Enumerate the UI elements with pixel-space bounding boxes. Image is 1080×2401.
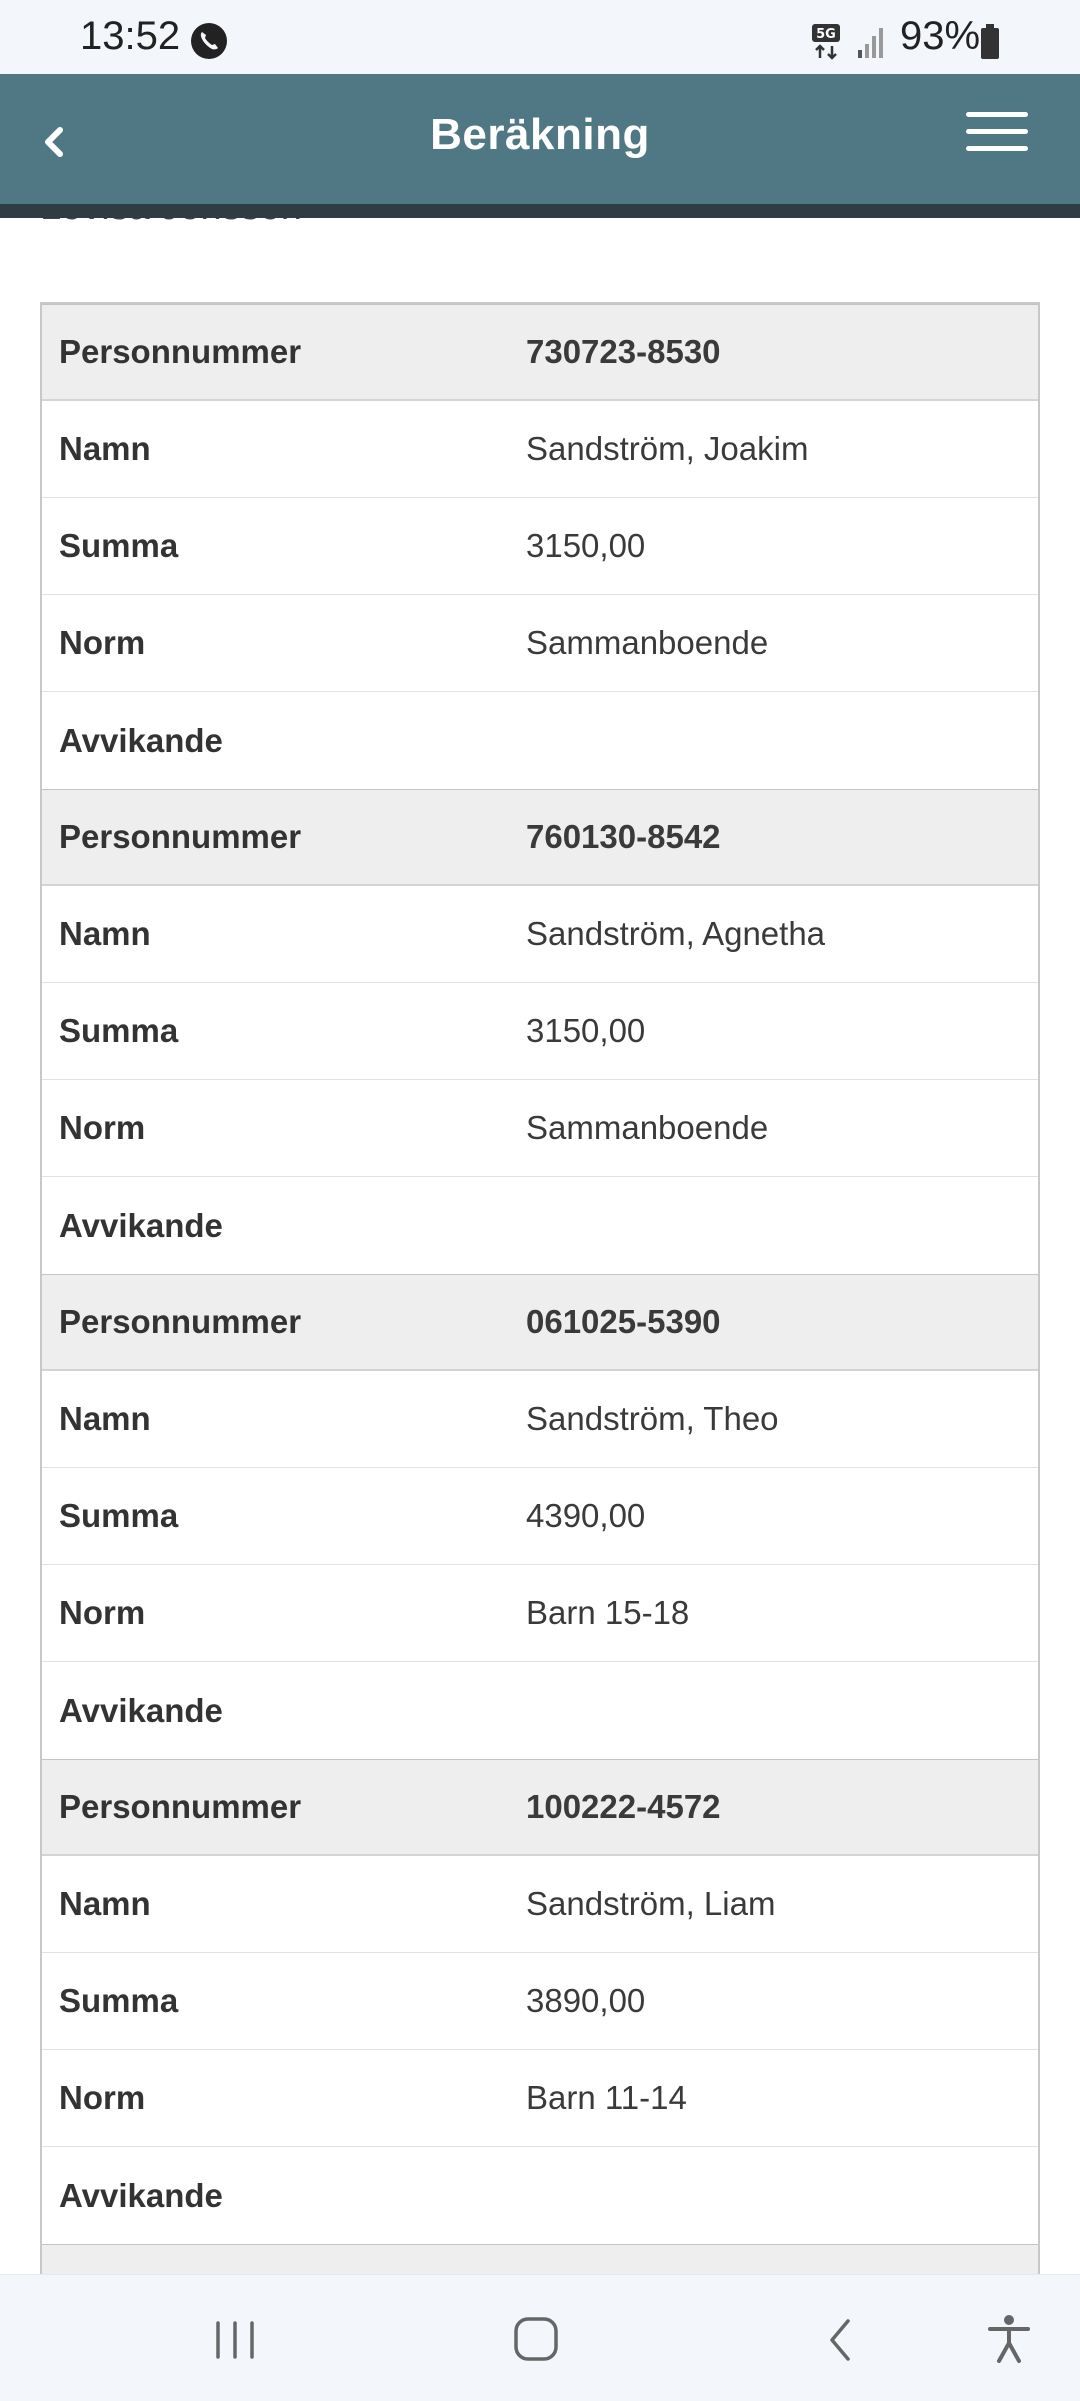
table-row <box>42 1953 1038 2050</box>
row-value: 4390,00 <box>526 1497 646 1534</box>
table-row <box>42 692 1038 789</box>
table-row <box>42 401 1038 498</box>
row-label: Namn <box>59 915 151 952</box>
row-label: Norm <box>59 1594 146 1631</box>
signal-icon <box>856 24 886 60</box>
svg-text:5G: 5G <box>816 27 836 42</box>
row-value: 3150,00 <box>526 1012 646 1049</box>
table-row <box>42 789 1038 886</box>
hamburger-menu-icon[interactable] <box>966 112 1028 166</box>
table-row <box>42 1371 1038 1468</box>
battery-icon <box>980 24 1000 60</box>
row-value: 100222-4572 <box>526 1788 721 1825</box>
row-label: Namn <box>59 1400 151 1437</box>
table-row <box>42 886 1038 983</box>
table-row <box>42 1565 1038 1662</box>
back-icon[interactable] <box>820 2315 860 2365</box>
status-time: 13:52 <box>80 14 181 58</box>
table-row <box>42 1080 1038 1177</box>
table-row <box>42 1759 1038 1856</box>
system-nav-bar <box>0 2274 1080 2401</box>
row-value: Barn 11-14 <box>526 2079 687 2116</box>
table-row <box>42 1856 1038 1953</box>
accessibility-icon[interactable] <box>986 2313 1032 2365</box>
row-label: Personnummer <box>59 818 302 855</box>
row-label: Avvikande <box>59 1691 223 1729</box>
row-label: Summa <box>59 1497 179 1534</box>
table-row <box>42 1274 1038 1371</box>
recents-icon[interactable] <box>210 2317 260 2363</box>
table-row <box>42 1662 1038 1759</box>
row-value: Sammanboende <box>526 1109 769 1146</box>
page-title: Beräkning <box>430 110 650 159</box>
status-bar <box>0 0 1080 74</box>
row-label: Norm <box>59 2079 146 2116</box>
battery-percent: 93% <box>900 14 981 58</box>
row-label: Namn <box>59 1885 151 1922</box>
table-row <box>42 1177 1038 1274</box>
row-label: Avvikande <box>59 2176 223 2214</box>
table-row <box>42 1468 1038 1565</box>
table-row <box>42 304 1038 401</box>
row-label: Summa <box>59 1982 179 2019</box>
table-row <box>42 2050 1038 2147</box>
table-row <box>42 2147 1038 2244</box>
table-row <box>42 498 1038 595</box>
row-value: 760130-8542 <box>526 818 721 855</box>
row-label: Avvikande <box>59 1206 223 1244</box>
row-value: Sandström, Theo <box>526 1400 779 1437</box>
row-value: 061025-5390 <box>526 1303 721 1340</box>
home-icon[interactable] <box>512 2315 560 2363</box>
row-label: Summa <box>59 527 179 564</box>
call-icon <box>190 22 228 60</box>
row-label: Avvikande <box>59 721 223 759</box>
row-value: 3890,00 <box>526 1982 646 2019</box>
table-row <box>42 595 1038 692</box>
calculation-table <box>40 302 1040 2275</box>
row-label: Personnummer <box>59 1788 302 1825</box>
row-value: Sandström, Agnetha <box>526 915 826 952</box>
row-value: Sandström, Joakim <box>526 430 809 467</box>
table-row <box>42 983 1038 1080</box>
row-label: Norm <box>59 1109 146 1146</box>
header-divider <box>0 204 1080 218</box>
app-header <box>0 74 1080 204</box>
row-value: 730723-8530 <box>526 333 721 370</box>
row-value: Sammanboende <box>526 624 769 661</box>
row-value: Sandström, Liam <box>526 1885 776 1922</box>
row-label: Personnummer <box>59 1303 302 1340</box>
row-label: Namn <box>59 430 151 467</box>
row-label: Personnummer <box>59 333 302 370</box>
row-label: Summa <box>59 1012 179 1049</box>
row-value: Barn 15-18 <box>526 1594 690 1631</box>
row-value: 3150,00 <box>526 527 646 564</box>
table-row-partial <box>42 2244 1038 2275</box>
row-label: Norm <box>59 624 146 661</box>
5g-icon <box>810 22 850 62</box>
